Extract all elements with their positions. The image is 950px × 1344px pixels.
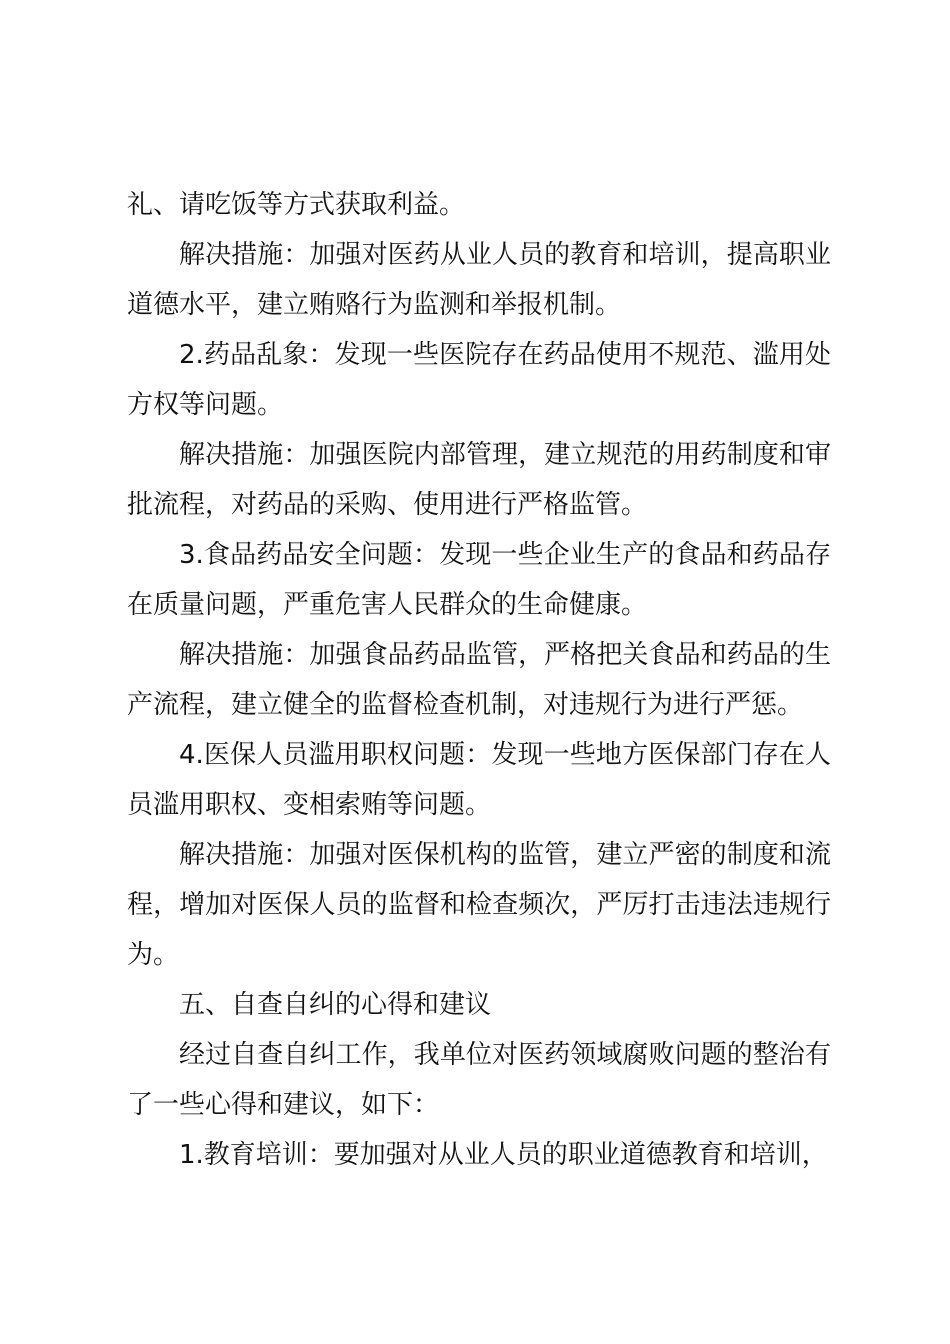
paragraph-solution-3: 解决措施：加强食品药品监管，严格把关食品和药品的生产流程，建立健全的监督检查机制，对违规行为进行严惩。 — [127, 640, 831, 720]
paragraph-solution-4: 解决措施：加强对医保机构的监管，建立严密的制度和流程，增加对医保人员的监督和检查频次，严厉打击违法违规行为。 — [127, 840, 831, 970]
document-body — [127, 180, 831, 1180]
paragraph-suggestion-1: 1.教育培训：要加强对从业人员的职业道德教育和培训， — [179, 1140, 828, 1170]
paragraph-solution-2: 解决措施：加强医院内部管理，建立规范的用药制度和审批流程，对药品的采购、使用进行严格监管。 — [127, 440, 831, 520]
paragraph-issue-3: 3.食品药品安全问题：发现一些企业生产的食品和药品存在质量问题，严重危害人民群众的生命健康。 — [127, 540, 831, 620]
paragraph-issue-2: 2.药品乱象：发现一些医院存在药品使用不规范、滥用处方权等问题。 — [127, 340, 831, 420]
paragraph-issue-4: 4.医保人员滥用职权问题：发现一些地方医保部门存在人员滥用职权、变相索贿等问题。 — [127, 740, 831, 820]
section-heading: 五、自查自纠的心得和建议 — [179, 990, 492, 1020]
paragraph-summary: 经过自查自纠工作，我单位对医药领域腐败问题的整治有了一些心得和建议，如下： — [127, 1040, 831, 1120]
paragraph-solution-1: 解决措施：加强对医药从业人员的教育和培训，提高职业道德水平，建立贿赂行为监测和举报机制。 — [127, 240, 831, 320]
paragraph-continuation: 礼、请吃饭等方式获取利益。 — [127, 190, 466, 220]
